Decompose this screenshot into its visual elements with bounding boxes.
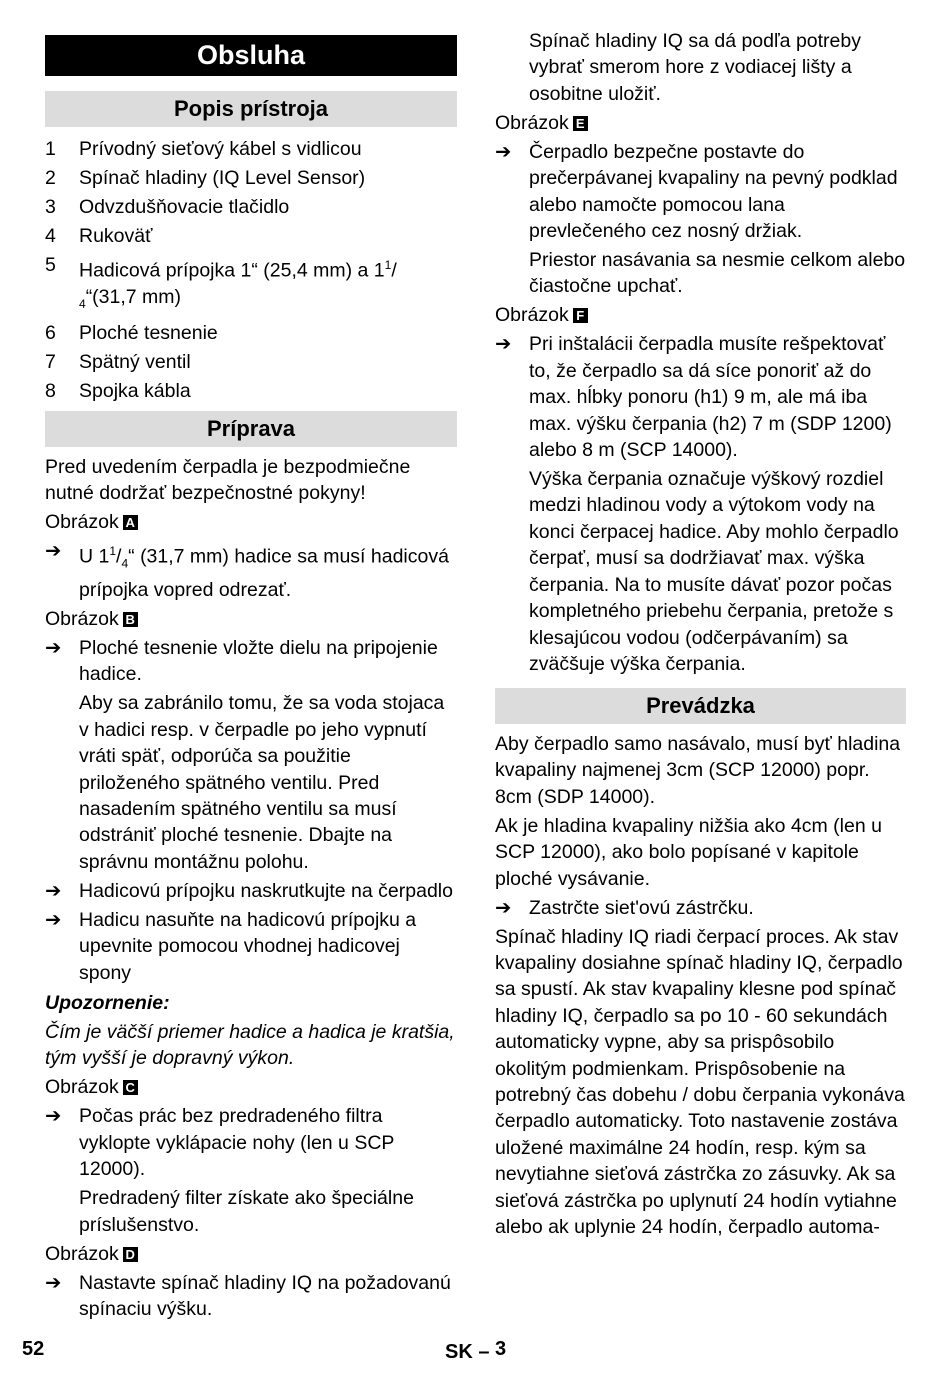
- list-item: 5 Hadicová prípojka 1“ (25,4 mm) a $1^1/$ $_4$“(31,7 mm): [45, 254, 397, 311]
- figure-letter-badge: B: [123, 612, 138, 627]
- figure-reference: Obrázok C: [45, 1074, 457, 1100]
- intro-paragraph: Pred uvedením čerpadla je bezpodmiečne nutné dodržať bezpečnostné pokyny!: [45, 455, 411, 505]
- instruction-item: ➔ Ploché tesnenie vložte dielu na pripojenie hadice.: [45, 637, 438, 686]
- figure-letter-badge: A: [123, 515, 138, 530]
- list-item: 2 Spínač hladiny (IQ Level Sensor): [45, 167, 366, 189]
- arrow-icon: ➔: [45, 879, 62, 902]
- figure-reference: Obrázok A: [45, 509, 457, 535]
- section-heading-preparation: Príprava: [45, 411, 457, 447]
- paragraph: Spínač hladiny IQ riadi čerpací proces. Ak stav kvapaliny dosiahne spínač hladiny IQ, čerpadlo sa spustí. Ak stav kvapaliny klesne pod spínač hladiny IQ, čerpadlo sa po 10 - 60 sekundách automaticky vypne, aby sa prispôsobilo okolitým podmienkam. Prispôsobenie na potrebný čas dobehu / dobu čerpania vykonáva čerpadlo automaticky. Toto nastavenie zostáva uložené maximálne 24 hodín, resp. kým sa nevytiahne sieťová zástrčka zo zásuvky. Ak sa sieťová zástrčka po uplynutí 24 hodín vytiahne alebo ak uplynie 24 hodín, čerpadlo automa-: [495, 925, 905, 1238]
- footer-language-code: SK – 3: [445, 1338, 507, 1363]
- paragraph: Výška čerpania označuje výškový rozdiel medzi hladinou vody a výtokom vody na konci čerpacej hadice. Aby mohlo čerpadlo čerpať, musí sa dodržiavať max. výška čerpania. Na to musíte dávať pozor počas kompletného priebehu čerpania, pretože s klesajúcou vodou (odčerpávaním) sa zväčšuje výška čerpania.: [529, 468, 899, 675]
- instruction-item: ➔ Hadicu nasuňte na hadicovú prípojku a upevnite pomocou vhodnej hadicovej spony: [45, 908, 417, 984]
- list-item: 3 Odvzdušňovacie tlačidlo: [45, 196, 290, 218]
- right-column: [495, 28, 906, 1243]
- arrow-icon: ➔: [45, 1105, 62, 1128]
- instruction-item: ➔ Hadicovú prípojku naskrutkujte na čerpadlo: [45, 878, 457, 904]
- chapter-title: Obsluha: [45, 35, 457, 76]
- arrow-icon: ➔: [45, 637, 62, 659]
- arrow-icon: ➔: [45, 1271, 62, 1294]
- figure-reference: Obrázok D: [45, 1241, 457, 1267]
- paragraph: Spínač hladiny IQ sa dá podľa potreby vybrať smerom hore z vodiacej lišty a osobitne uložiť.: [529, 30, 861, 105]
- paragraph: Predradený filter získate ako špeciálne príslušenstvo.: [79, 1187, 414, 1236]
- instruction-item: ➔ Počas prác bez predradeného filtra vyklopte vyklápacie nohy (len u SCP 12000).: [45, 1105, 395, 1181]
- figure-reference: Obrázok B: [45, 606, 457, 632]
- paragraph: Ak je hladina kvapaliny nižšia ako 4cm (len u SCP 12000), ako bolo popísané v kapitole ploché vysávanie.: [495, 814, 882, 890]
- arrow-icon: ➔: [495, 896, 512, 919]
- arrow-icon: ➔: [45, 540, 62, 563]
- instruction-item: ➔ Zastrčte siet'ovú zástrčku.: [495, 895, 906, 921]
- paragraph: Priestor nasávania sa nesmie celkom alebo čiastočne upchať.: [529, 249, 906, 298]
- figure-letter-badge: D: [123, 1247, 138, 1262]
- paragraph: Aby čerpadlo samo nasávalo, musí byť hladina kvapaliny najmenej 3cm (SCP 12000) popr. 8cm (SDP 14000).: [495, 732, 901, 808]
- left-column: [45, 28, 457, 1325]
- instruction-item: ➔ Nastavte spínač hladiny IQ na požadovanú spínaciu výšku.: [45, 1271, 451, 1321]
- instruction-item: ➔ Pri inštalácii čerpadla musíte rešpektovať to, že čerpadlo sa dá síce ponoriť až do max. hĺbky ponoru (h1) 9 m, ale má iba max. výšku čerpania (h2) 7 m (SDP 1200) alebo 8 m (SCP 14000).: [495, 333, 892, 462]
- figure-reference: Obrázok F: [495, 302, 906, 328]
- list-item: 6 Ploché tesnenie: [45, 321, 218, 344]
- instruction-item: ➔ U $1^1/_4“$ (31,7 mm) hadice sa musí hadicová prípojka vopred odrezať.: [45, 540, 449, 601]
- paragraph: Aby sa zabránilo tomu, že sa voda stojaca v hadici resp. v čerpadle po jeho vypnutí vráti späť, odporúča sa použitie priloženého spätného ventilu. Pred nasadením spätného ventilu sa musí odstrániť ploché tesnenie. Dbajte na správnu montážnu polohu.: [79, 692, 445, 873]
- list-item: 8 Spojka kábla: [45, 379, 191, 402]
- instruction-item: ➔ Čerpadlo bezpečne postavte do prečerpávanej kvapaliny na pevný podklad alebo namočte pomocou lana prevlečeného cez nosný držiak.: [495, 140, 898, 243]
- note-heading: Upozornenie:: [45, 992, 170, 1015]
- arrow-icon: ➔: [45, 908, 62, 931]
- figure-letter-badge: C: [123, 1080, 138, 1095]
- note-text: Čím je väčší priemer hadice a hadica je kratšia, tým vyšší je dopravný výkon.: [45, 1021, 455, 1070]
- arrow-icon: ➔: [495, 333, 512, 356]
- figure-letter-badge: F: [573, 308, 588, 323]
- list-item: 7 Spätný ventil: [45, 350, 191, 373]
- page-number: 52: [22, 1338, 45, 1360]
- figure-reference: Obrázok E: [495, 110, 906, 136]
- section-heading-operation: Prevádzka: [495, 688, 906, 724]
- list-item: 1 Prívodný sieťový kábel s vidlicou: [45, 138, 362, 160]
- arrow-icon: ➔: [495, 140, 512, 163]
- list-item: 4 Rukoväť: [45, 225, 153, 247]
- section-heading-device-description: Popis prístroja: [45, 91, 457, 127]
- figure-letter-badge: E: [573, 116, 588, 131]
